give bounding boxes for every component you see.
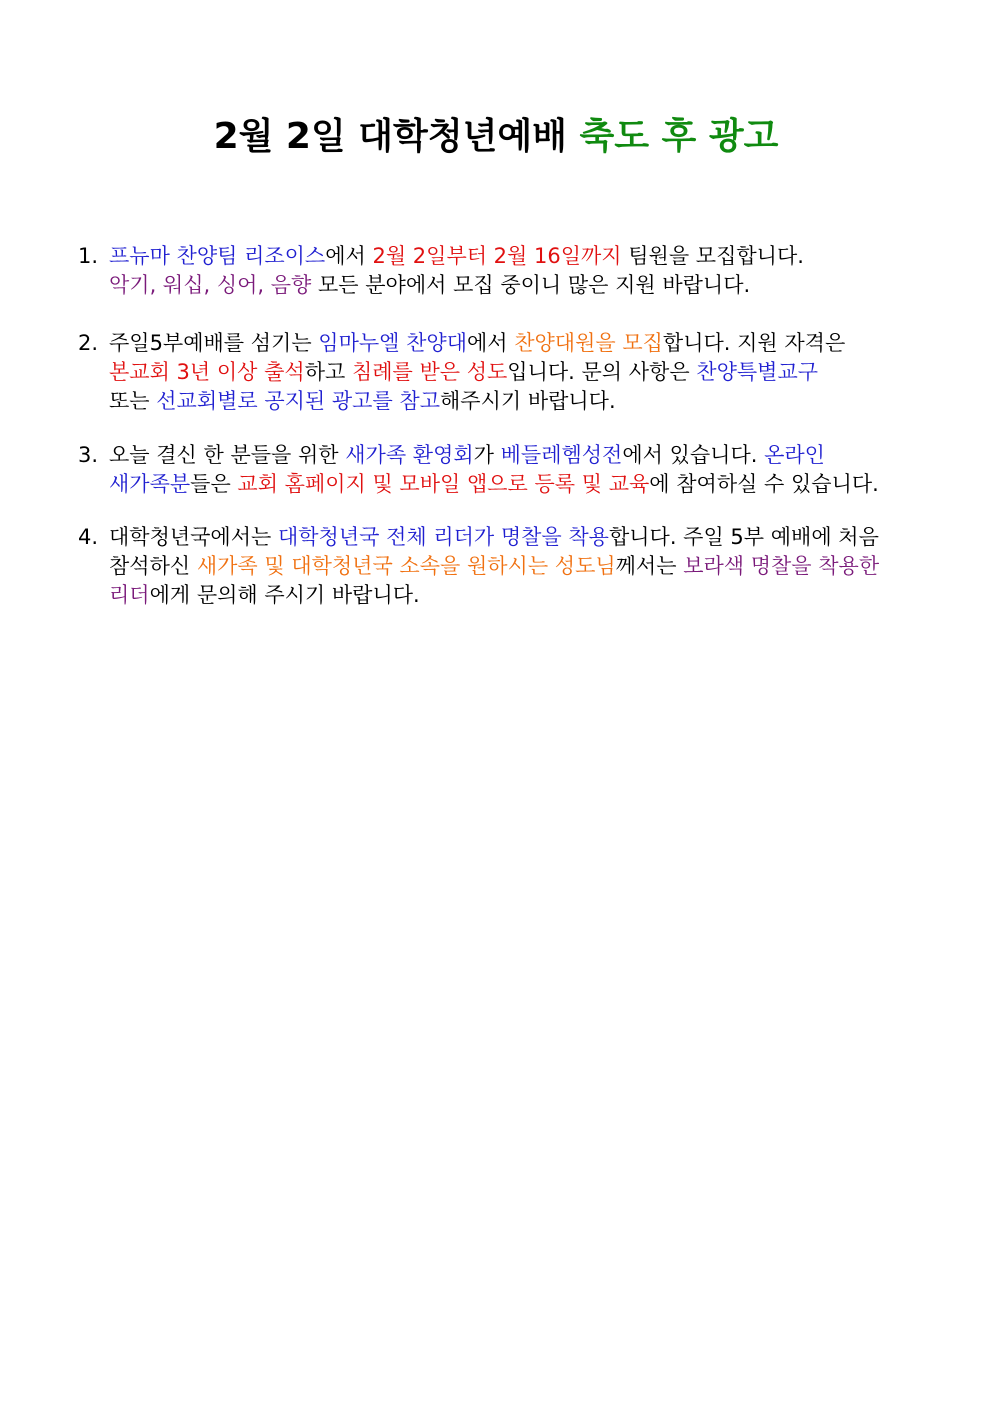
text-segment: 선교회별로 공지된 광고를 참고 bbox=[156, 389, 440, 413]
text-segment: 본교회 3년 이상 출석 bbox=[109, 360, 305, 384]
announcement-line bbox=[78, 240, 804, 272]
text-segment: 팀원을 모집합니다. bbox=[621, 244, 804, 268]
announcement-line bbox=[109, 385, 616, 417]
text-segment: 합니다. 주일 5부 예배에 처음 bbox=[608, 525, 879, 549]
announcement-line bbox=[109, 269, 750, 301]
text-segment: 새가족 환영회 bbox=[345, 443, 474, 467]
text-segment: 침례를 받은 성도 bbox=[351, 360, 508, 384]
announcement-line bbox=[109, 468, 879, 500]
item-number: 1. bbox=[78, 244, 99, 268]
text-segment: 입니다. 문의 사항은 bbox=[507, 360, 697, 384]
text-segment: 가 bbox=[473, 443, 501, 467]
text-segment: 에서 bbox=[466, 331, 515, 355]
page-title bbox=[0, 112, 992, 162]
text-segment: 에서 있습니다. bbox=[622, 443, 765, 467]
text-segment: 프뉴마 찬양팀 리조이스 bbox=[109, 244, 326, 268]
text-segment: 보라색 명찰을 착용한 bbox=[683, 554, 880, 578]
text-segment: 오늘 결신 한 분들을 위한 bbox=[109, 443, 346, 467]
text-segment: 해주시기 바랍니다. bbox=[440, 389, 616, 413]
text-segment: 께서는 bbox=[615, 554, 684, 578]
text-segment: 또는 bbox=[109, 389, 157, 413]
announcement-line bbox=[78, 439, 825, 471]
item-number: 3. bbox=[78, 443, 99, 467]
text-segment: 교회 홈페이지 및 모바일 앱으로 등록 및 교육 bbox=[237, 472, 650, 496]
text-segment: 주일5부예배를 섬기는 bbox=[109, 331, 319, 355]
text-segment: 모든 분야에서 모집 중이니 많은 지원 바랍니다. bbox=[311, 273, 751, 297]
text-segment: 에서 bbox=[325, 244, 373, 268]
announcement-line bbox=[78, 521, 879, 553]
item-number: 4. bbox=[78, 525, 99, 549]
text-segment: 에게 문의해 주시기 바랍니다. bbox=[149, 583, 420, 607]
text-segment: 새가족 및 대학청년국 소속을 원하시는 성도님 bbox=[196, 554, 616, 578]
text-segment: 대학청년국 전체 리더가 명찰을 착용 bbox=[277, 525, 609, 549]
text-segment: 에 참여하실 수 있습니다. bbox=[649, 472, 879, 496]
text-segment: 리더 bbox=[109, 583, 150, 607]
text-segment: 찬양대원을 모집 bbox=[514, 331, 663, 355]
text-segment: 악기, 워십, 싱어, 음향 bbox=[109, 273, 312, 297]
item-number: 2. bbox=[78, 331, 99, 355]
text-segment: 온라인 bbox=[764, 443, 825, 467]
text-segment: 2월 2일부터 2월 16일까지 bbox=[372, 244, 622, 268]
text-segment: 베들레헴성전 bbox=[500, 443, 623, 467]
text-segment: 참석하신 bbox=[109, 554, 197, 578]
text-segment: 임마누엘 찬양대 bbox=[318, 331, 467, 355]
text-segment: 대학청년국에서는 bbox=[109, 525, 278, 549]
text-segment: 하고 bbox=[304, 360, 352, 384]
announcement-line bbox=[78, 327, 845, 359]
text-segment: 새가족분 bbox=[109, 472, 191, 496]
text-segment: 찬양특별교구 bbox=[696, 360, 819, 384]
text-segment: 들은 bbox=[190, 472, 238, 496]
announcement-line bbox=[109, 550, 879, 582]
text-segment: 합니다. 지원 자격은 bbox=[662, 331, 846, 355]
title-highlight: 축도 후 광고 bbox=[579, 116, 779, 157]
announcement-line bbox=[109, 579, 420, 611]
title-main: 2월 2일 대학청년예배 bbox=[213, 116, 580, 157]
announcement-line bbox=[109, 356, 818, 388]
